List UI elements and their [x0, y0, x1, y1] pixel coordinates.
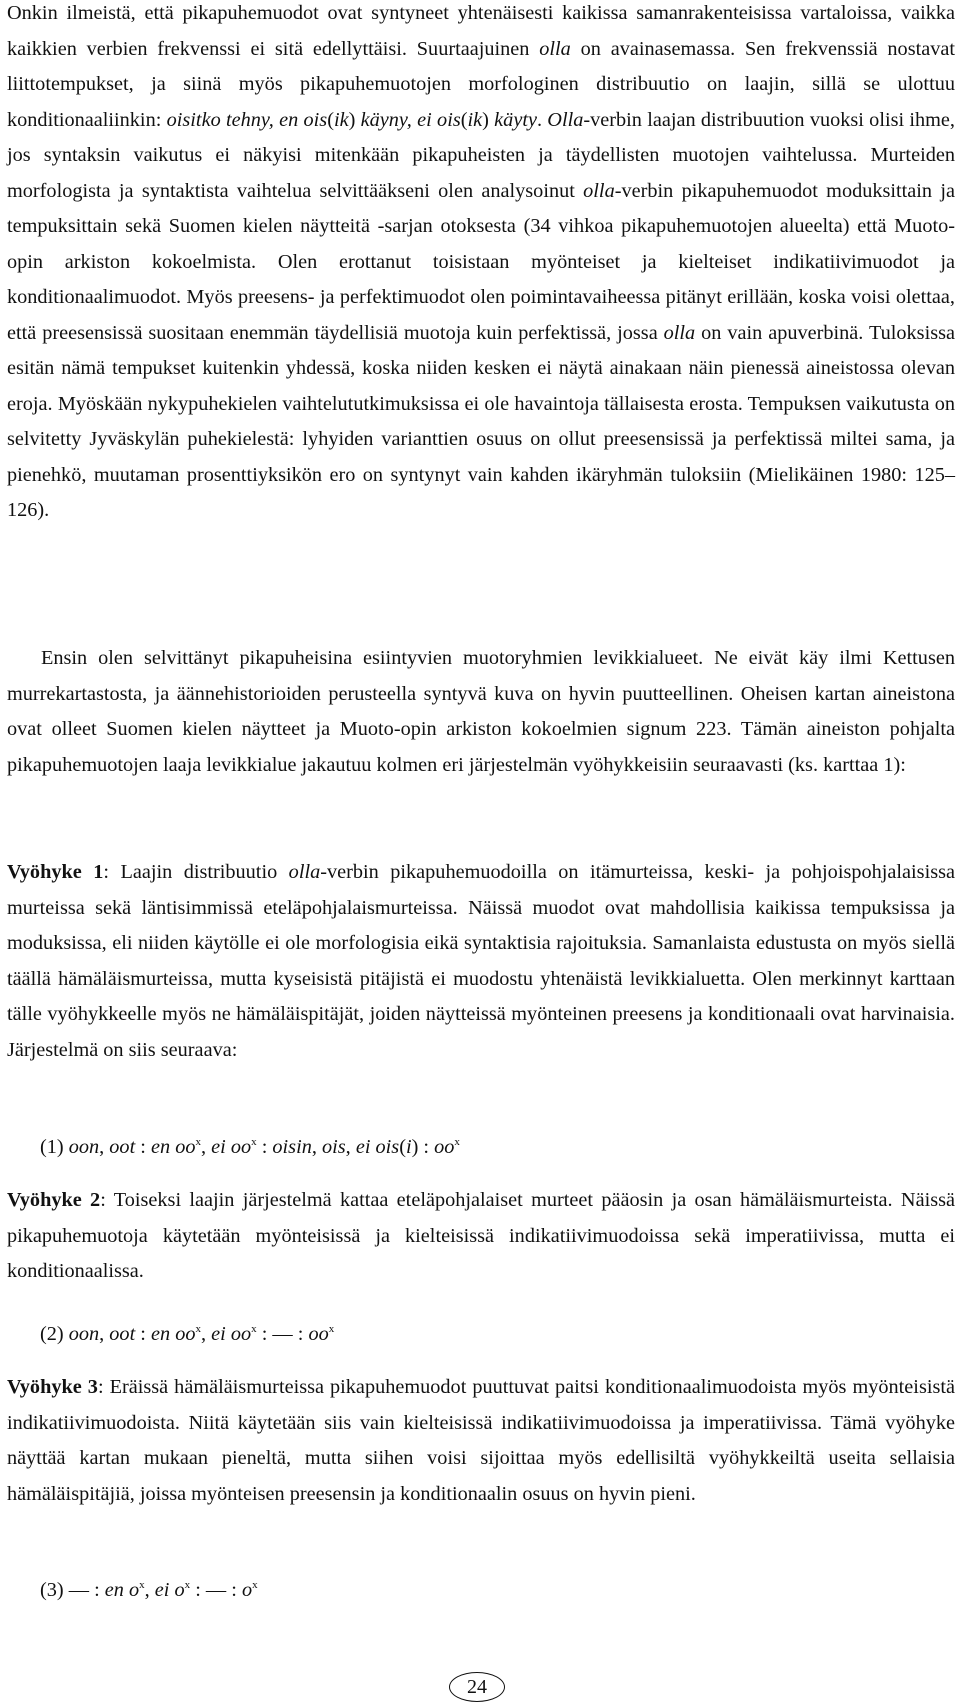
example-2: (2) oon, oot : en $oo^x$, ei $oo^x$ : — : $oo^x$	[40, 1323, 335, 1345]
zone-2-heading: Vyöhyke 2	[7, 1189, 101, 1211]
example-3: (3) — : en $o^x$, ei $o^x$ : — : $o^x$	[40, 1579, 258, 1601]
paragraph-levikkialueet: Ensin olen selvittänyt pikapuheisina esiintyvien muotoryhmien levikkialueet. Ne eivät käy ilmi Kettusen murrekartastosta, ja äännehistorioiden perusteella syntyvä kuva on hyvin puutteellinen. Oheisen kartan aineistona ovat olleet Suomen kielen näytteet ja Muoto-opin arkiston kokoelmien signum 223. Tämän aineiston pohjalta pikapuhemuotojen laaja levikkialue jakautuu kolmen eri järjestelmän vyöhykkeisiin seuraavasti (ks. karttaa 1):	[7, 647, 955, 776]
example-1: (1) oon, oot : en $oo^x$, ei $oo^x$ : oisin, ois, ei ois(i) : $oo^x$	[40, 1136, 460, 1158]
page-number: 24	[449, 1672, 505, 1702]
zone-1-heading: Vyöhyke 1	[7, 861, 104, 883]
paragraph-olla-distribution: Onkin ilmeistä, että pikapuhemuodot ovat syntyneet yhtenäisesti kaikissa samanrakenteisissa vartaloissa, vaikka kaikkien verbien frekvenssi ei sitä edellyttäisi. Suurtaajuinen olla on avainasemassa. Sen frekvenssiä nostavat liittotempukset, ja siinä myös pikapuhemuotojen morfologinen distribuutio on laajin, sillä se ulottuu konditionaaliinkin: oisitko tehny, en ois(ik) käyny, ei ois(ik) käyty. Olla-verbin laajan distribuution vuoksi olisi ihme, jos syntaksin vaikutus ei näkyisi mitenkään pikapuheisten ja täydellisten muotojen vaihtelussa. Murteiden morfologista ja syntaktista vaihtelua selvittääkseni olen analysoinut olla-verbin pikapuhemuodot moduksittain ja tempuksittain sekä Suomen kielen näytteitä -sarjan otoksesta (34 vihkoa pikapuhemuotojen alueelta) että Muoto-opin arkiston kokoelmista. Olen erottanut toisistaan myönteiset ja kielteiset indikatiivimuodot ja konditionaalimuodot. Myös preesens- ja perfektimuodot olen poimintavaiheessa pitänyt erillään, koska voisi olettaa, että preesensissä suositaan enemmän täydellisiä muotoja kuin perfektissä, jossa olla on vain apuverbinä. Tuloksissa esitän nämä tempukset kuitenkin yhdessä, koska niiden kesken ei näytä ainakaan näin pienessä aineistossa olevan eroja. Myöskään nykypuhekielen vaihtelututkimuksissa ei ole havaintoja tällaisesta erosta. Tempuksen vaikutusta on selvitetty Jyväskylän puhekielestä: lyhyiden varianttien osuus on ollut preesensissä ja perfektissä miltei sama, ja pienehkö, muutaman prosenttiyksikön ero on syntynyt vain kahden ikäryhmän tuloksiin (Mielikäinen 1980: 125–126).	[7, 2, 956, 521]
zone-3-description: Vyöhyke 3: Eräissä hämäläismurteissa pikapuhemuodot puuttuvat paitsi konditionaalimuodoista myös myönteisistä indikatiivimuodoista. Niitä käytetään siis vain kielteisissä indikatiivimuodoissa ja imperatiivissa. Tämä vyöhyke näyttää kartan mukaan pieneltä, mutta siihen voisi sijoittaa myös edellisiltä vyöhykkeiltä useita sellaisia hämäläispitäjiä, joissa myönteisen preesensin ja konditionaalin osuus on hyvin pieni.	[7, 1376, 955, 1505]
zone-2-description: Vyöhyke 2: Toiseksi laajin järjestelmä kattaa eteläpohjalaiset murteet pääosin ja osan hämäläismurteista. Näissä pikapuhemuotoja käytetään myönteisissä ja kielteisissä indikatiivimuodoissa sekä imperatiivissa, mutta ei konditionaalissa.	[7, 1189, 955, 1282]
zone-1-description: Vyöhyke 1: Laajin distribuutio olla-verbin pikapuhemuodoilla on itämurteissa, keski- ja pohjoispohjalaisissa murteissa sekä läntisimmissä eteläpohjalaismurteissa. Näissä muodot ovat mahdollisia kaikissa tempuksissa ja moduksissa, eli niiden käytölle ei ole morfologisia eikä syntaktisia rajoituksia. Samanlaista edustusta on myös siellä täällä hämäläismurteissa, mutta kyseisistä pitäjistä ei muodostu yhtenäistä levikkialuetta. Olen merkinnyt karttaan tälle vyöhykkeelle myös ne hämäläispitäjät, joiden näytteissä myönteinen preesens ja konditionaali ovat harvinaisia. Järjestelmä on siis seuraava:	[7, 861, 955, 1061]
zone-3-heading: Vyöhyke 3	[7, 1376, 98, 1398]
